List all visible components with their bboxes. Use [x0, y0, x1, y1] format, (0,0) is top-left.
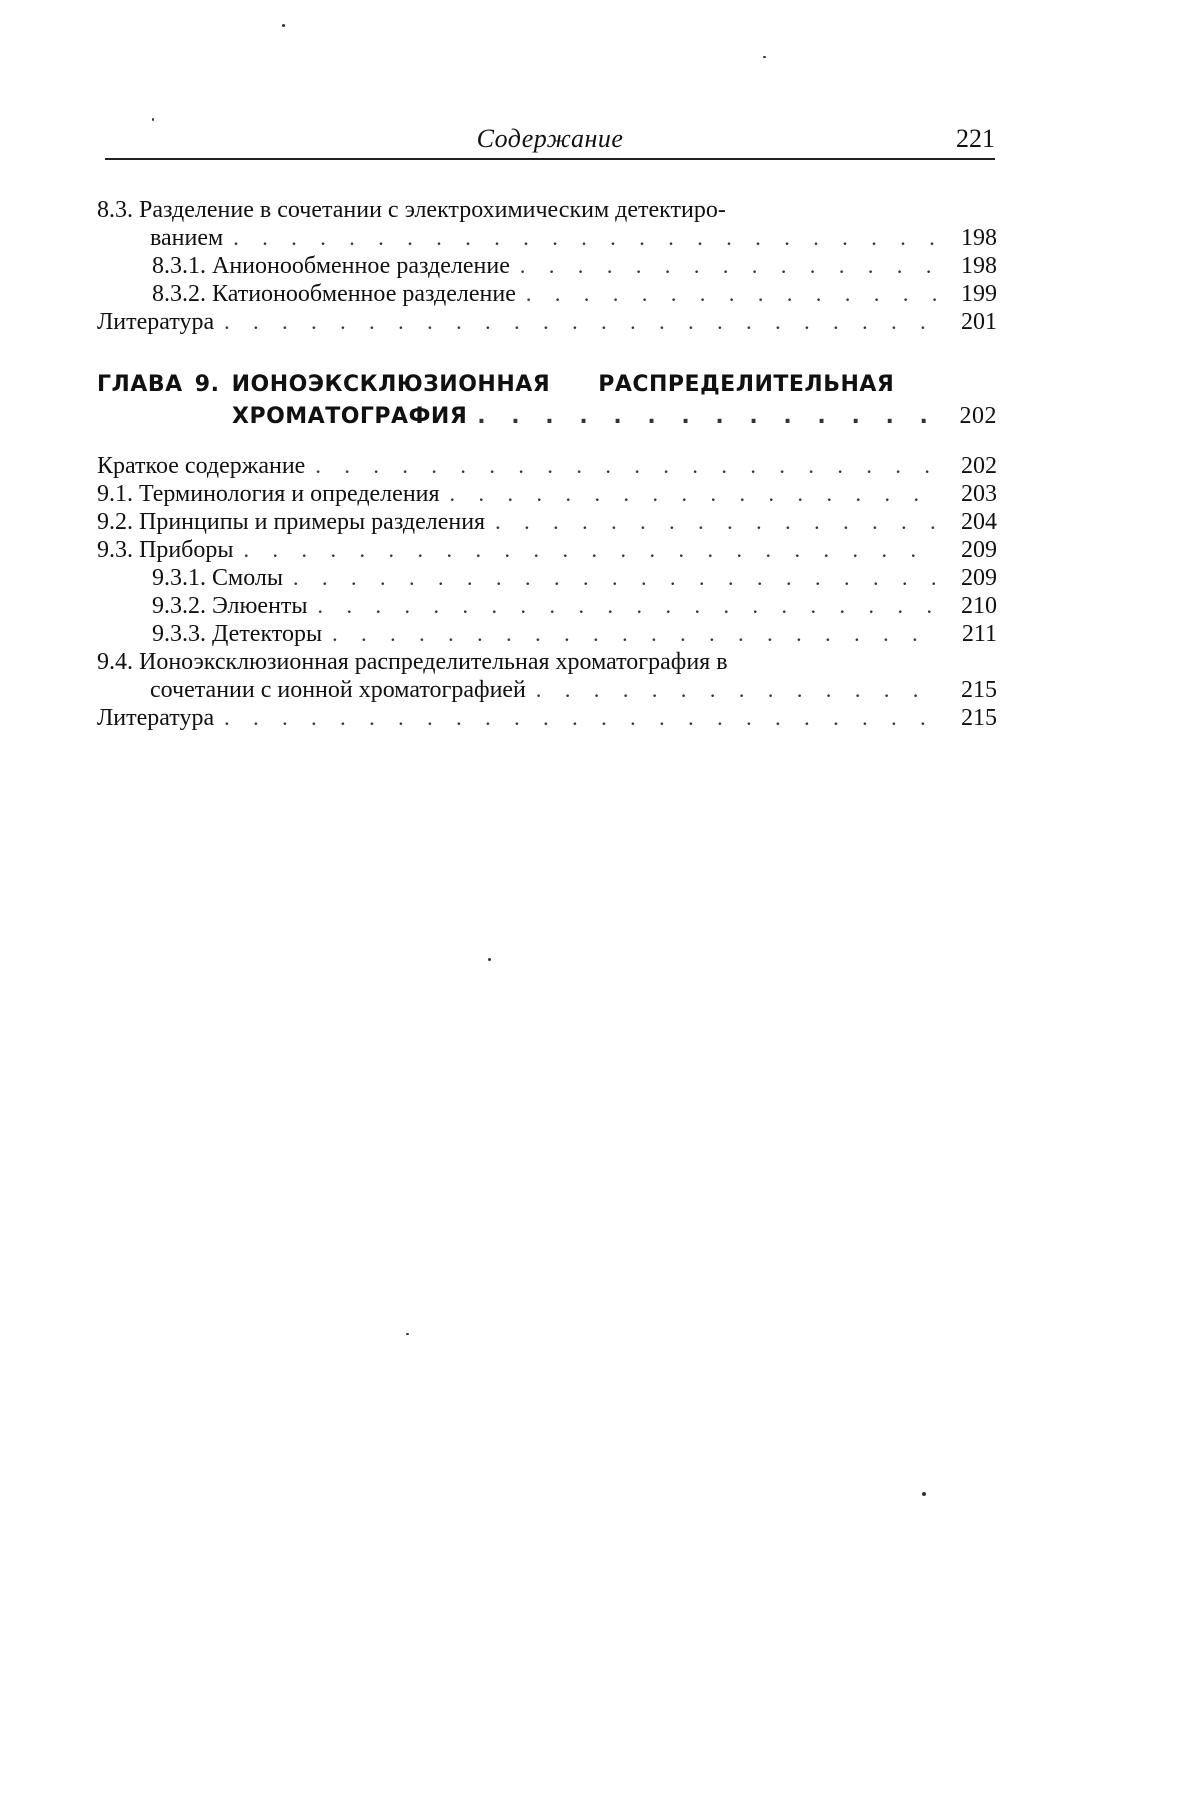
dot-leader — [293, 564, 937, 592]
dot-leader — [520, 252, 937, 280]
toc-entry-label: 9.3.2. Элюенты — [152, 593, 308, 619]
dot-leader — [536, 676, 937, 704]
toc-page-number: 201 — [961, 309, 997, 335]
toc-entry-label-line1: 8.3. Разделение в сочетании с электрохимическим детектиро- — [97, 197, 726, 223]
toc-entry-9-3-1 — [97, 564, 997, 592]
chapter-title-line2: ХРОМАТОГРАФИЯ — [232, 404, 468, 429]
toc-entry-9-3-3 — [97, 620, 997, 648]
toc-page-number: 203 — [961, 481, 997, 507]
toc-page-number: 215 — [961, 705, 997, 731]
dot-leader — [244, 536, 937, 564]
scan-speck — [922, 1492, 926, 1496]
toc-page-number: 198 — [961, 253, 997, 279]
dot-leader — [450, 480, 937, 508]
dot-leader — [224, 308, 937, 336]
toc-page-number: 211 — [961, 621, 997, 647]
toc-page-number: 204 — [961, 509, 997, 535]
chapter-heading — [97, 372, 997, 430]
toc-page-number: 198 — [961, 225, 997, 251]
toc-entry-8-3 — [97, 196, 997, 252]
dot-leader — [233, 224, 937, 252]
scan-speck — [763, 56, 766, 58]
toc-entry-label-line2: ванием — [150, 225, 224, 251]
toc-entry-label: 9.3. Приборы — [97, 537, 234, 563]
toc-entry-label: 9.1. Терминология и определения — [97, 481, 440, 507]
chapter-title-part1: ГЛАВА 9. ИОНОЭКСКЛЮЗИОННАЯ — [97, 372, 551, 397]
toc-entry-label: Литература — [97, 705, 215, 731]
toc-entry-literature-9 — [97, 704, 997, 732]
toc-page-number: 209 — [961, 565, 997, 591]
toc-entry-9-2 — [97, 508, 997, 536]
toc-entry-label-line1: 9.4. Ионоэксклюзионная распределительная хроматография в — [97, 649, 728, 675]
toc-entry-label: Краткое содержание — [97, 453, 306, 479]
toc-entry-label: 9.3.1. Смолы — [152, 565, 283, 591]
toc-entry-summary-9 — [97, 452, 997, 480]
toc-entry-8-3-1 — [97, 252, 997, 280]
toc-page-number: 202 — [961, 453, 997, 479]
toc-page-number: 210 — [961, 593, 997, 619]
toc-entry-label-line2: сочетании с ионной хроматографией — [150, 677, 526, 703]
scan-speck — [406, 1333, 409, 1335]
dot-leader — [315, 452, 937, 480]
toc-entry-9-1 — [97, 480, 997, 508]
toc-entry-9-3 — [97, 536, 997, 564]
toc-page-number: 202 — [959, 403, 997, 429]
header-page-number: 221 — [956, 124, 995, 153]
toc-entry-label: 9.2. Принципы и примеры разделения — [97, 509, 486, 535]
running-header — [105, 118, 995, 160]
header-title: Содержание — [476, 124, 624, 153]
chapter-title-part2: РАСПРЕДЕЛИТЕЛЬНАЯ — [598, 372, 895, 397]
toc-entry-label: 8.3.1. Анионообменное разделение — [152, 253, 510, 279]
toc-entry-9-4 — [97, 648, 997, 704]
toc-entry-row — [97, 224, 997, 252]
dot-leader — [477, 404, 937, 429]
toc-page-number: 209 — [961, 537, 997, 563]
dot-leader — [332, 620, 937, 648]
dot-leader — [495, 508, 937, 536]
toc-entry-label: Литература — [97, 309, 215, 335]
toc-entry-8-3-2 — [97, 280, 997, 308]
toc-page-number: 215 — [961, 677, 997, 703]
toc-entry-label: 8.3.2. Катионообменное разделение — [152, 281, 516, 307]
scan-speck — [282, 24, 285, 27]
dot-leader — [224, 704, 937, 732]
scan-speck — [152, 118, 154, 121]
toc-page-number: 199 — [961, 281, 997, 307]
dot-leader — [526, 280, 937, 308]
toc-entry-label: 9.3.3. Детекторы — [152, 621, 323, 647]
dot-leader — [318, 592, 937, 620]
toc-entry-9-3-2 — [97, 592, 997, 620]
scan-speck — [488, 958, 491, 961]
toc-entry-literature-8 — [97, 308, 997, 336]
